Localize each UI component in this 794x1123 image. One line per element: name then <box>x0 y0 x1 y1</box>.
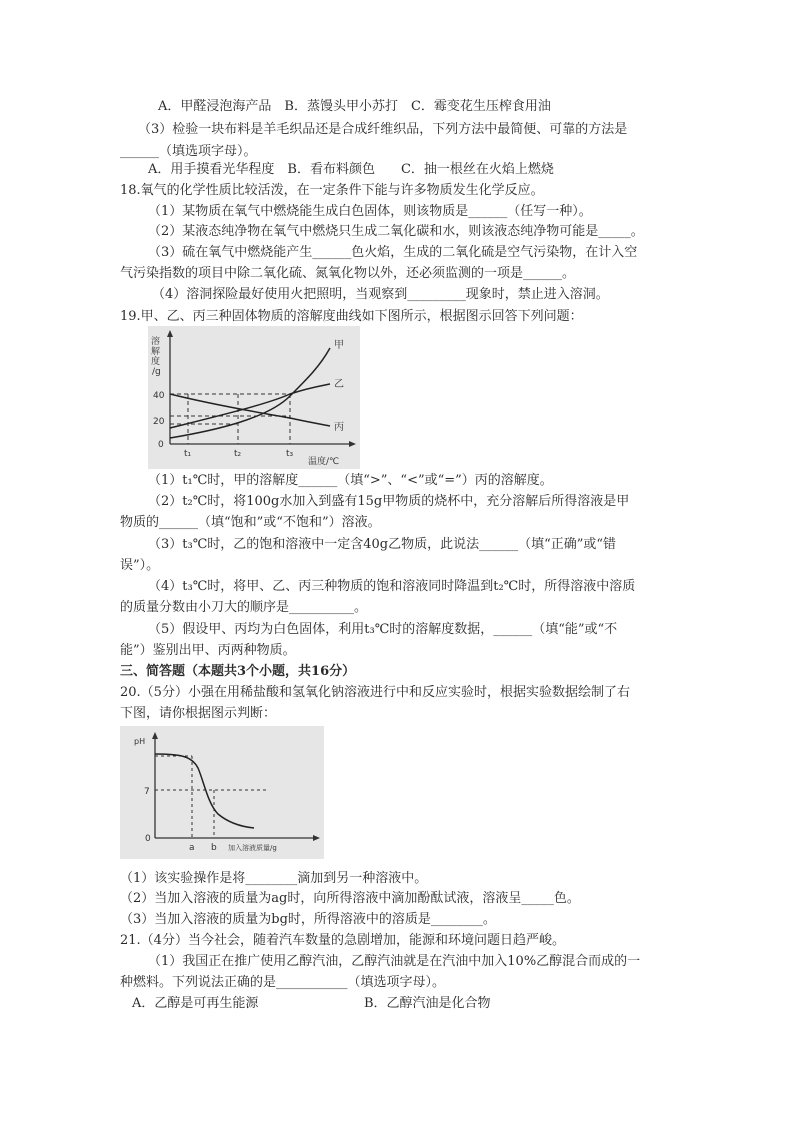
question-18-title: 18.氧气的化学性质比较活泼，在一定条件下能与许多物质发生化学反应。 <box>120 183 544 198</box>
ph-tick-7: 7 <box>144 787 150 797</box>
question-17-3-cont: ______（填选项字母）。 <box>120 144 257 159</box>
ph-tick-0: 0 <box>145 834 151 844</box>
question-19-3-cont: 误”）。 <box>120 558 160 573</box>
option-line-q17-2: A．甲醛浸泡海产品 B．蒸馒头甲小苏打 C．霉变花生压榨食用油 <box>158 99 551 114</box>
question-18-2: （2）某液态纯净物在氧气中燃烧只生成二氧化碳和水，则该液态纯净物可能是_____。 <box>148 224 644 239</box>
question-17-3: （3）检验一块布料是羊毛织品还是合成纤维织品，下列方法中最简便、可靠的方法是 <box>138 122 628 137</box>
option-b: B．乙醇汽油是化合物 <box>364 996 491 1011</box>
ph-curve <box>155 754 254 828</box>
question-20-title-cont: 下图，请你根据图示判断： <box>120 706 277 721</box>
solubility-chart <box>148 326 360 469</box>
svg-text:/g: /g <box>152 367 161 377</box>
question-19-4-cont: 的质量分数由小刀大的顺序是__________。 <box>120 600 368 615</box>
label-bing: 丙 <box>334 422 344 433</box>
y-tick-20: 20 <box>153 417 165 427</box>
x-tick-t2: t₂ <box>234 449 242 459</box>
question-19-3: （3）t₃℃时，乙的饱和溶液中一定含40g乙物质，此说法______（填“正确”或“错 <box>148 537 617 552</box>
svg-text:溶: 溶 <box>151 337 161 347</box>
question-18-1: （1）某物质在氧气中燃烧能生成白色固体，则该物质是______（任写一种）。 <box>148 204 592 219</box>
question-19-title: 19.甲、乙、丙三种固体物质的溶解度曲线如下图所示，根据图示回答下列问题： <box>120 309 583 324</box>
ph-chart <box>120 726 324 859</box>
question-19-4: （4）t₃℃时，将甲、乙、丙三种物质的饱和溶液同时降温到t₂℃时，所得溶液中溶质 <box>148 579 636 594</box>
question-19-1: （1）t₁℃时，甲的溶解度______（填“>”、“<”或“=”）丙的溶解度。 <box>148 473 553 488</box>
question-21-title: 21.（4分）当今社会，随着汽车数量的急剧增加，能源和环境问题日趋严峻。 <box>120 933 565 948</box>
question-18-3-cont: 气污染指数的项目中除二氧化硫、氮氧化物以外，还必须监测的一项是______。 <box>120 266 576 281</box>
question-19-2-cont: 物质的______（填“饱和”或“不饱和”）溶液。 <box>120 515 381 530</box>
ph-tick-a: a <box>189 843 195 853</box>
question-19-5: （5）假设甲、丙均为白色固体，利用t₃℃时的溶解度数据，______（填“能”或“不 <box>148 622 618 637</box>
section-heading: 三、简答题（本题共3个小题，共16分） <box>120 664 356 679</box>
y-tick-0: 0 <box>158 440 164 450</box>
svg-text:度: 度 <box>151 357 161 367</box>
label-jia: 甲 <box>334 340 344 351</box>
x-tick-t3: t₃ <box>286 449 294 459</box>
svg-text:解: 解 <box>151 347 161 357</box>
ph-tick-b: b <box>211 843 217 853</box>
question-19-2: （2）t₂℃时，将100g水加入到盛有15g甲物质的烧杯中，充分溶解后所得溶液是甲 <box>148 494 630 509</box>
question-21-1-cont: 种燃料。下列说法正确的是___________（填选项字母）。 <box>120 975 446 990</box>
question-18-4: （4）溶洞探险最好使用火把照明，当观察到_________现象时，禁止进入溶洞。 <box>152 287 609 302</box>
x-axis-label: 温度/℃ <box>308 457 340 467</box>
question-20-1: （1）该实验操作是将________滴加到另一种溶液中。 <box>120 871 428 886</box>
x-tick-t1: t₁ <box>184 449 192 459</box>
ph-x-label: 加入溶液质量/g <box>228 844 277 852</box>
question-20-2: （2）当加入溶液的质量为ag时，向所得溶液中滴加酚酞试液，溶液呈_____色。 <box>120 891 580 906</box>
option-line-q17-3: A．用手摸看光华程度 B．看布料颜色 C．抽一根丝在火焰上燃烧 <box>148 162 554 177</box>
curve-bing <box>170 394 330 426</box>
label-yi: 乙 <box>334 379 344 390</box>
y-tick-40: 40 <box>153 391 165 401</box>
question-20-title: 20.（5分）小强在用稀盐酸和氢氧化钠溶液进行中和反应实验时，根据实验数据绘制了右 <box>120 685 630 700</box>
question-20-3: （3）当加入溶液的质量为bg时，所得溶液中的溶质是________。 <box>120 912 496 927</box>
question-18-3: （3）硫在氧气中燃烧能产生______色火焰，生成的二氧化硫是空气污染物，在计入空 <box>148 245 638 260</box>
ph-y-label: pH <box>134 737 146 746</box>
option-a: A．乙醇是可再生能源 <box>132 996 259 1011</box>
question-19-5-cont: 能”）鉴别出甲、丙两种物质。 <box>120 643 296 658</box>
question-21-1: （1）我国正在推广使用乙醇汽油，乙醇汽油就是在汽油中加入10%乙醇混合而成的一 <box>148 954 641 969</box>
